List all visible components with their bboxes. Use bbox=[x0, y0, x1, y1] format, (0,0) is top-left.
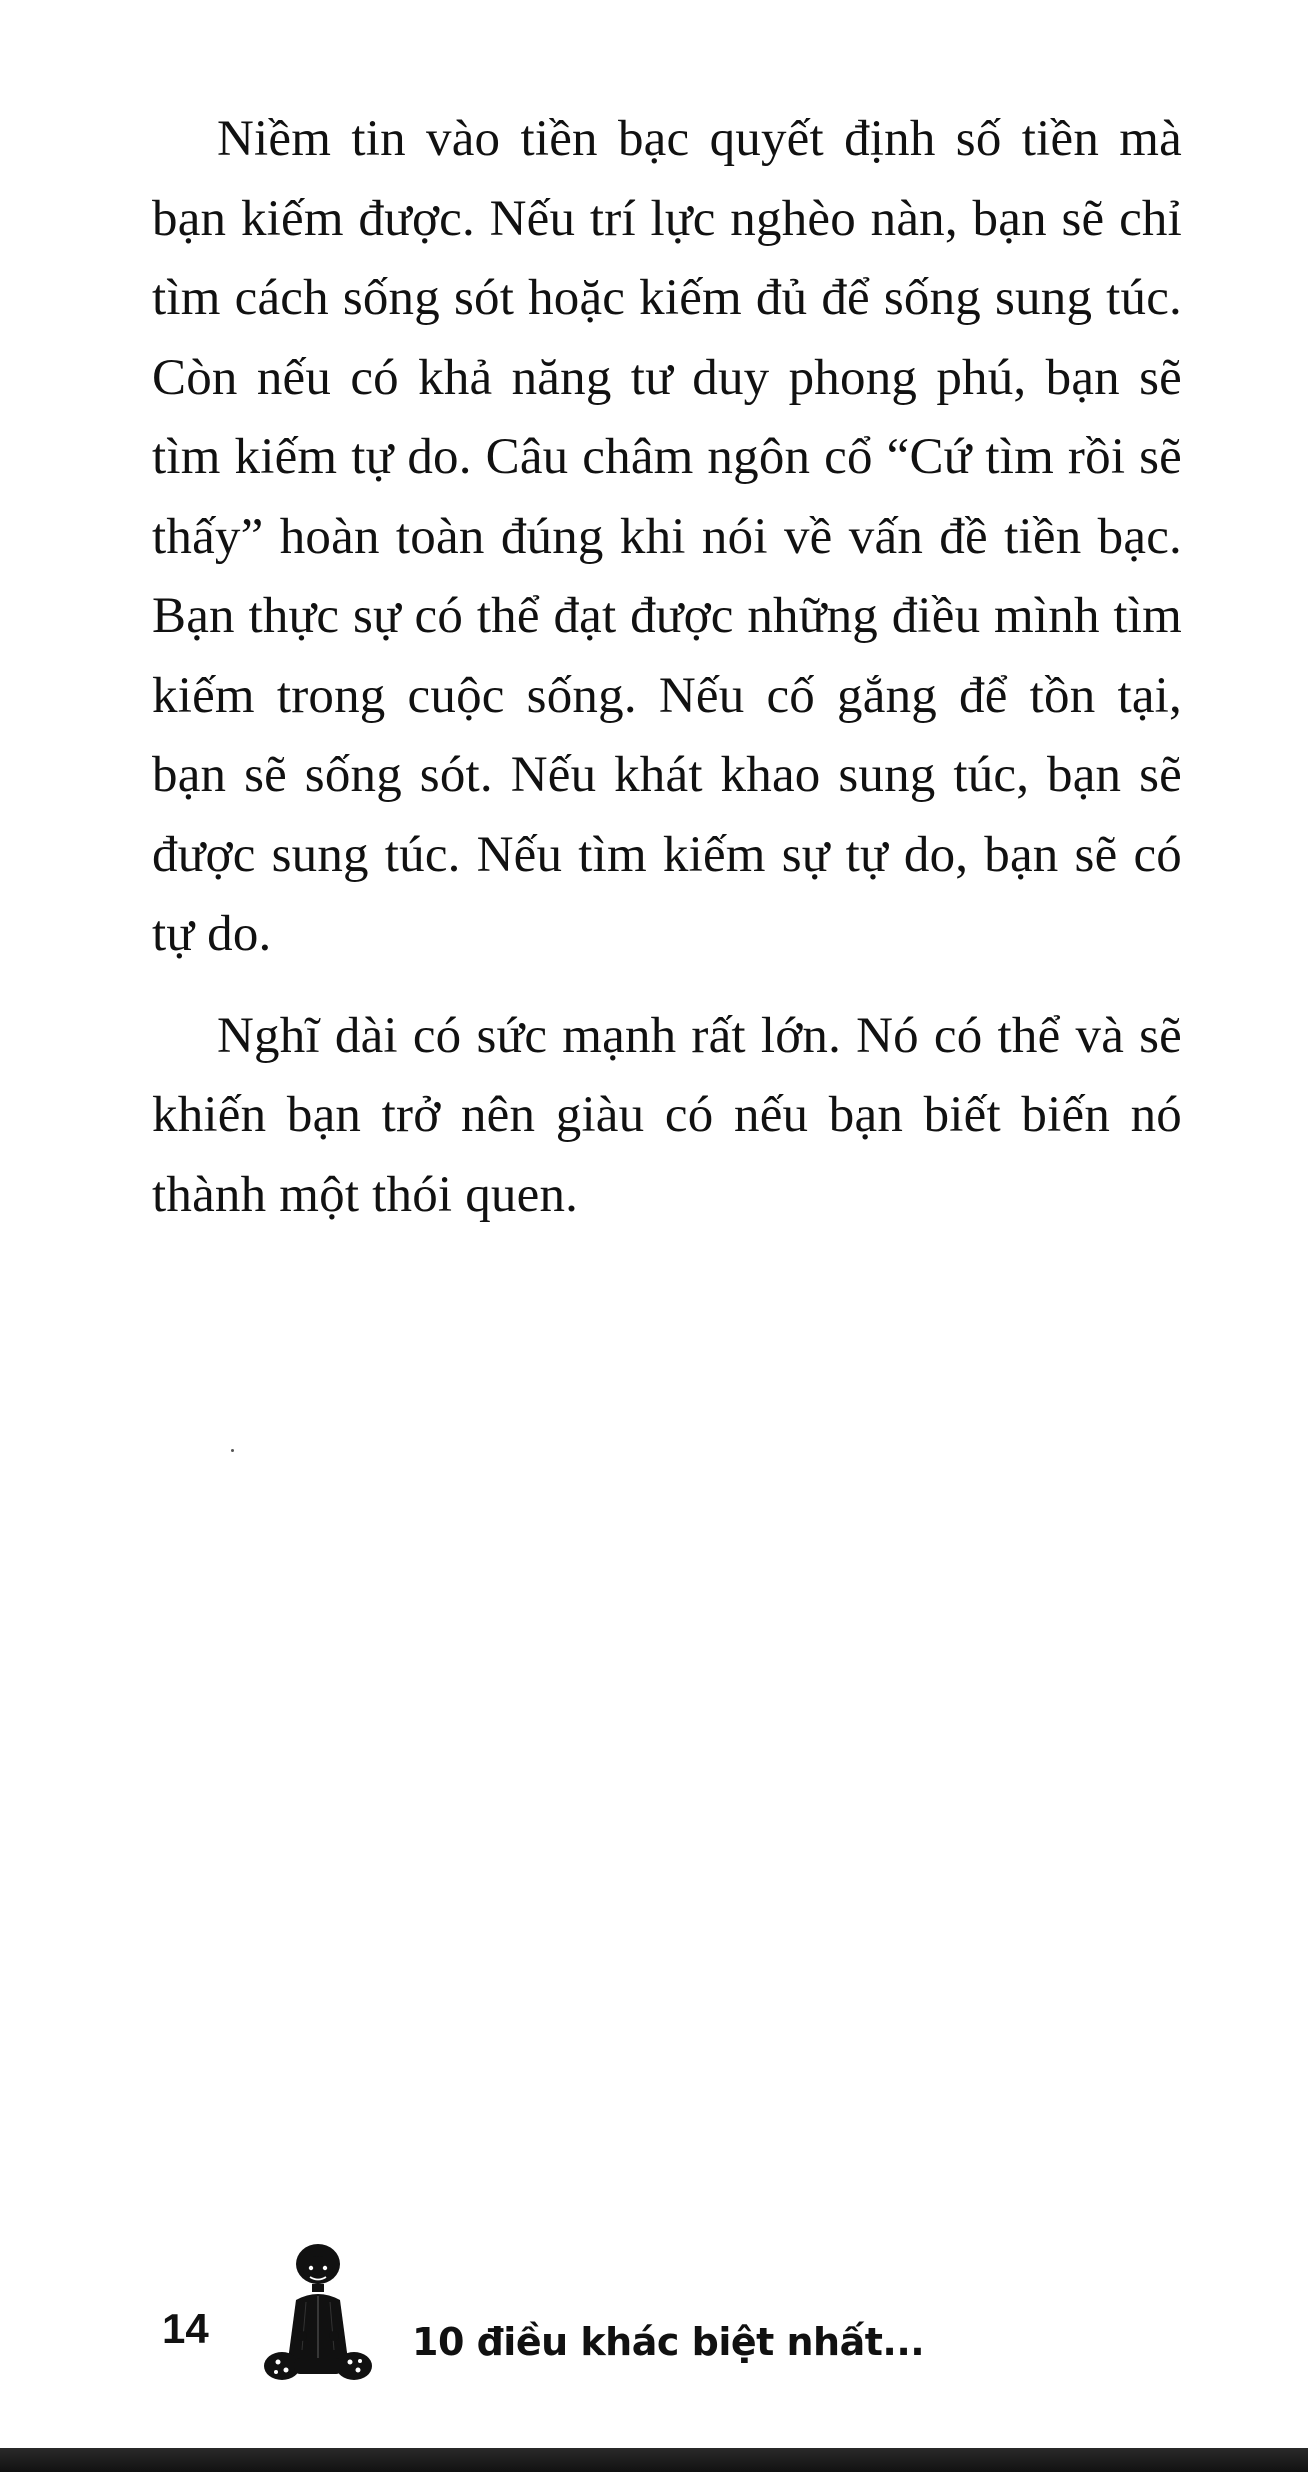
meditating-figure-icon bbox=[258, 2240, 378, 2386]
page-bottom-edge bbox=[0, 2448, 1308, 2472]
paragraph-2: Nghĩ dài có sức mạnh rất lớn. Nó có thể và sẽ khiến bạn trở nên giàu có nếu bạn biết biến nó thành một thói quen. bbox=[152, 1007, 1182, 1223]
page-number: 14 bbox=[162, 2305, 209, 2352]
paper-speck bbox=[231, 1449, 234, 1452]
body-text bbox=[152, 100, 1182, 1235]
paragraph-1: Niềm tin vào tiền bạc quyết định số tiền mà bạn kiếm được. Nếu trí lực nghèo nàn, bạn sẽ chỉ tìm cách sống sót hoặc kiếm đủ để sống sung túc. Còn nếu có khả năng tư duy phong phú, bạn sẽ tìm kiếm tự do. Câu châm ngôn cổ “Cứ tìm rồi sẽ thấy” hoàn toàn đúng khi nói về vấn đề tiền bạc. Bạn thực sự có thể đạt được những điều mình tìm kiếm trong cuộc sống. Nếu cố gắng để tồn tại, bạn sẽ sống sót. Nếu khát khao sung túc, bạn sẽ được sung túc. Nếu tìm kiếm sự tự do, bạn sẽ có tự do. bbox=[152, 111, 1182, 962]
page-footer bbox=[0, 2240, 1308, 2390]
running-title: 10 điều khác biệt nhất... bbox=[412, 2320, 925, 2364]
